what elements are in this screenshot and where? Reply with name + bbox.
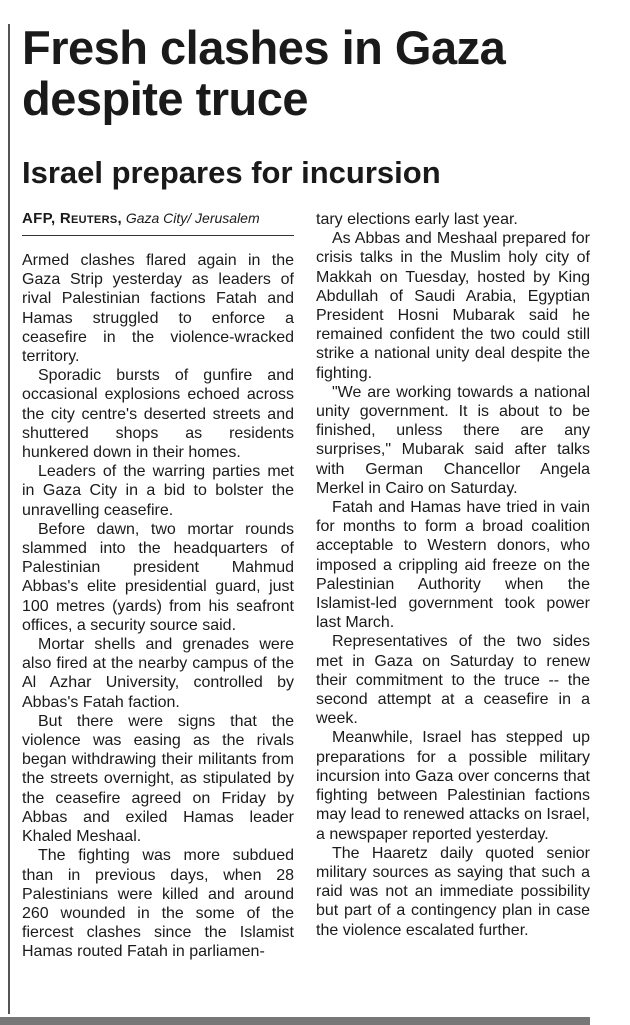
left-column-rule [8, 24, 10, 1014]
bottom-rule [0, 1017, 590, 1025]
article-paragraph: Meanwhile, Israel has stepped up preparations for a possible military incursion into Gaza over concerns that fighting between Palestinian factions may lead to renewed attacks on Israel, a newspaper reported yesterday. [316, 729, 590, 843]
article-paragraph: Armed clashes flared again in the Gaza Strip yesterday as leaders of rival Palestinian factions Fatah and Hamas struggled to enforce a ceasefire in the violence-wracked territory. [22, 252, 294, 366]
article-paragraph: Fatah and Hamas have tried in vain for months to form a broad coalition acceptable to Western donors, who imposed a crippling aid freeze on the Palestinian Authority when the Islamist-led government took power last March. [316, 499, 590, 632]
article-paragraph: Leaders of the warring parties met in Gaza City in a bid to bolster the unravelling ceasefire. [22, 463, 294, 519]
article-paragraph: The Haaretz daily quoted senior military sources as saying that such a raid was not an immediate possibility but part of a contingency plan in case the violence escalated further. [316, 844, 590, 939]
byline-dateline: Gaza City/ Jerusalem [125, 210, 260, 226]
article-paragraph: Representatives of the two sides met in Gaza on Saturday to renew their commitment to the truce -- the second attempt at a ceasefire in a week. [316, 633, 590, 728]
article-paragraph-continued: tary elections early last year. [316, 211, 518, 228]
headline: Fresh clashes in Gaza despite truce [22, 21, 506, 125]
article-paragraph: Before dawn, two mortar rounds slammed into the headquarters of Palestinian president Mahmud Abbas's elite presidential guard, just 100 metres (yards) from his seafront offices, a security source said. [22, 520, 294, 634]
byline [22, 210, 294, 236]
article-paragraph: As Abbas and Meshaal prepared for crisis talks in the Muslim holy city of Makkah on Tuesday, hosted by King Abdullah of Saudi Arabia, Egyptian President Hosni Mubarak said he remained confident the two could still strike a national unity deal despite the fighting. [316, 230, 590, 382]
article-column-left [22, 210, 294, 962]
article-column-right [316, 210, 590, 940]
subheadline: Israel prepares for incursion [22, 155, 441, 190]
article-paragraph: But there were signs that the violence was easing as the rivals began withdrawing their militants from the streets overnight, as stipulated by the ceasefire agreed on Friday by Abbas and exiled Hamas leader Khaled Meshaal. [22, 712, 294, 846]
article-paragraph: Mortar shells and grenades were also fired at the nearby campus of the Al Azhar University, controlled by Abbas's Fatah faction. [22, 636, 294, 711]
byline-agencies: AFP, Reuters, [22, 210, 122, 227]
article-paragraph: The fighting was more subdued than in previous days, when 28 Palestinians were killed and around 260 wounded in the some of the fiercest clashes since the Islamist Hamas routed Fatah in parliamen- [22, 847, 294, 961]
article-paragraph: Sporadic bursts of gunfire and occasional explosions echoed across the city centre's deserted streets and shuttered shops as residents hunkered down in their homes. [22, 367, 294, 462]
article-paragraph: "We are working towards a national unity government. It is about to be finished, unless there are any surprises," Mubarak said after talks with German Chancellor Angela Merkel in Cairo on Saturday. [316, 383, 590, 497]
